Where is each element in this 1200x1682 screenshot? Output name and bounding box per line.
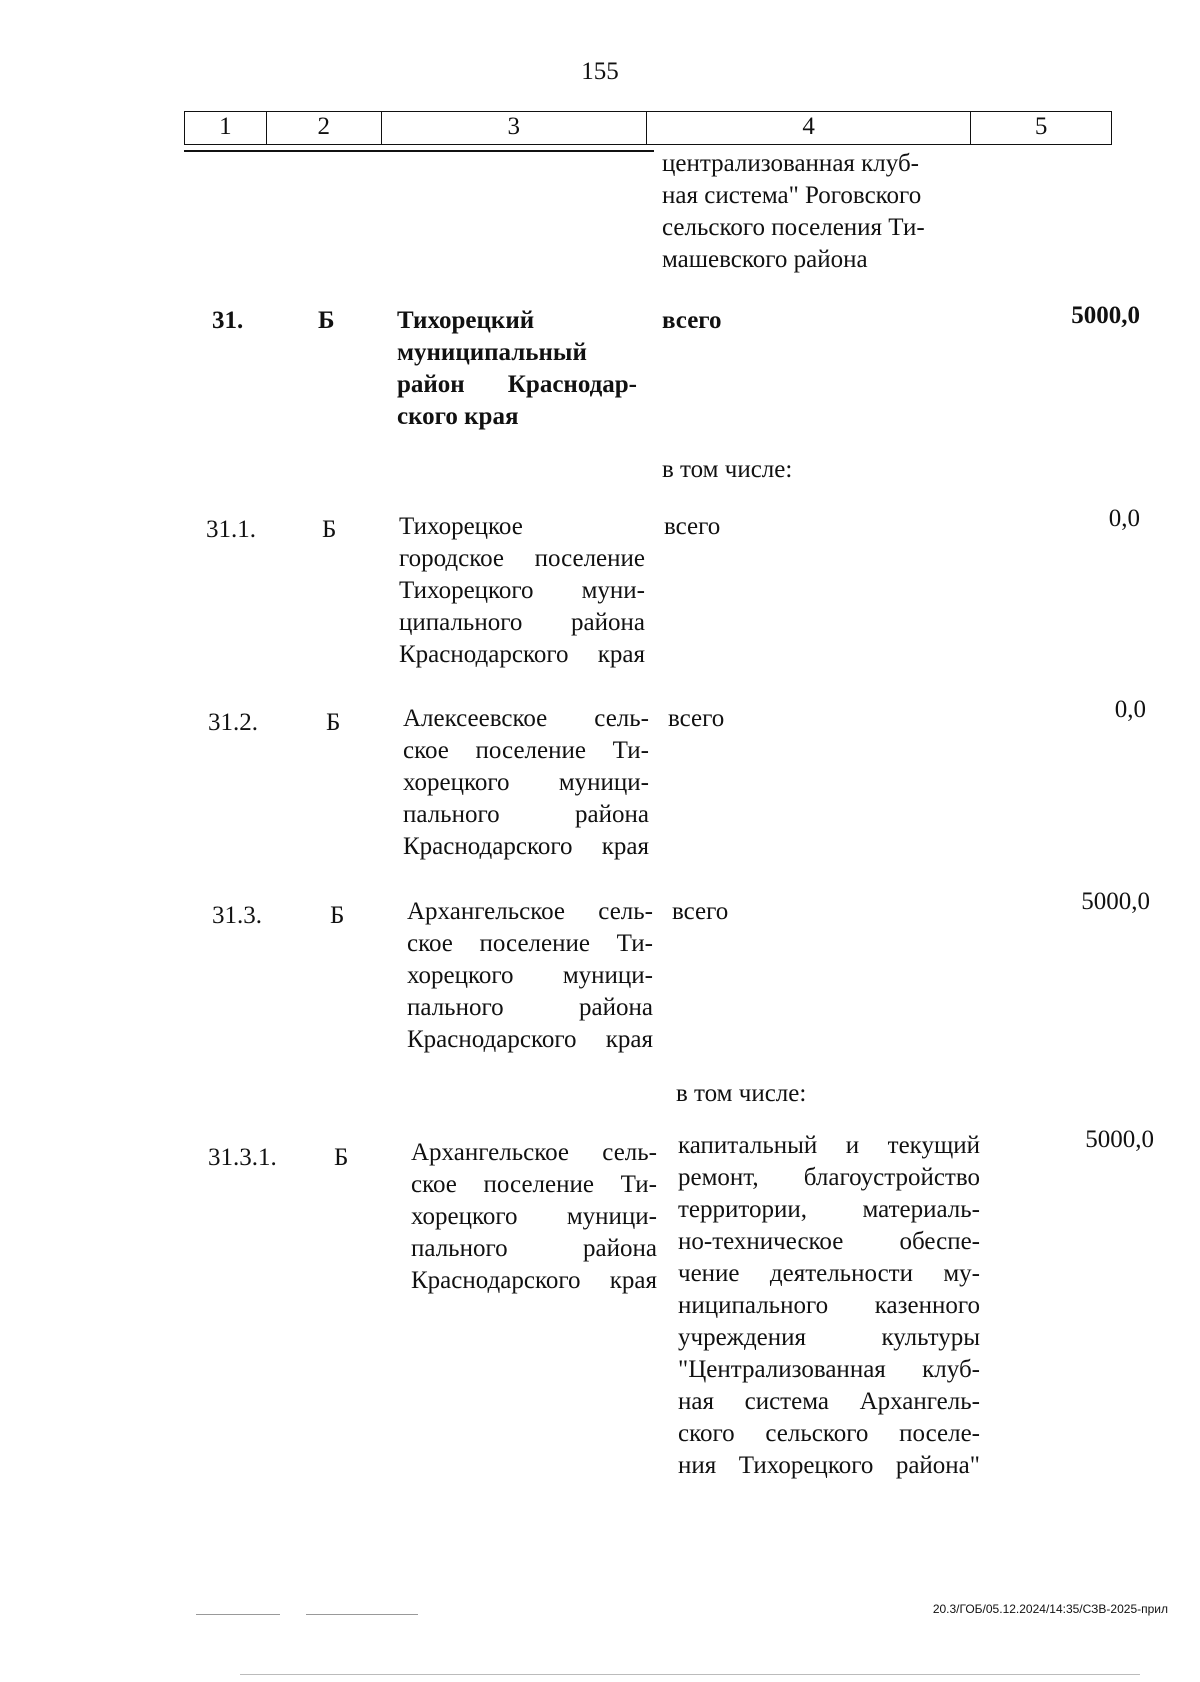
row-category: Б bbox=[318, 307, 335, 334]
row-number: 31.1. bbox=[206, 516, 256, 543]
row-purpose: всего bbox=[662, 307, 722, 334]
page-number: 155 bbox=[581, 58, 619, 85]
name-line: хорецкого муници- bbox=[411, 1203, 657, 1230]
name-line: пального района bbox=[407, 994, 653, 1021]
purpose-line: "Централизованная клуб- bbox=[678, 1356, 980, 1383]
including-note: в том числе: bbox=[676, 1080, 807, 1107]
purpose-line: чение деятельности му- bbox=[678, 1260, 980, 1287]
purpose-line: ремонт, благоустройство bbox=[678, 1164, 980, 1191]
name-line: хорецкого муници- bbox=[403, 769, 649, 796]
column-header-row bbox=[184, 111, 1112, 145]
name-line: ское поселение Ти- bbox=[411, 1171, 657, 1198]
purpose-line: территории, материаль- bbox=[678, 1196, 980, 1223]
row-name bbox=[411, 1137, 657, 1297]
row-name bbox=[407, 896, 653, 1056]
purpose-line: ния Тихорецкого района" bbox=[678, 1452, 980, 1479]
row-amount: 5000,0 bbox=[1085, 1126, 1154, 1153]
row-amount: 0,0 bbox=[1108, 505, 1140, 532]
header-underline bbox=[184, 150, 654, 152]
column-header-1: 1 bbox=[185, 112, 267, 144]
purpose-line: ского сельского поселе- bbox=[678, 1420, 980, 1447]
name-line: Краснодарского края bbox=[411, 1267, 657, 1294]
name-line: Тихорецкий bbox=[397, 307, 535, 334]
row-number: 31.3.1. bbox=[208, 1144, 277, 1171]
name-line: Краснодарского края bbox=[403, 833, 649, 860]
column-header-2: 2 bbox=[267, 112, 382, 144]
scan-mark bbox=[306, 1614, 418, 1615]
name-line: Архангельское сель- bbox=[407, 898, 653, 925]
name-line: Алексеевское сель- bbox=[403, 705, 649, 732]
purpose-line: ная система Архангель- bbox=[678, 1388, 980, 1415]
row-purpose bbox=[678, 1130, 980, 1482]
name-line: Архангельское сель- bbox=[411, 1139, 657, 1166]
row-category: Б bbox=[334, 1144, 349, 1171]
name-line: муниципальный bbox=[397, 339, 587, 366]
continuation-line: ная система" Роговского bbox=[662, 182, 922, 209]
row-name bbox=[403, 703, 649, 863]
column-header-4: 4 bbox=[647, 112, 971, 144]
name-line: ское поселение Ти- bbox=[407, 930, 653, 957]
purpose-line: но-техническое обеспе- bbox=[678, 1228, 980, 1255]
row-purpose: всего bbox=[664, 513, 721, 540]
name-line: пального района bbox=[403, 801, 649, 828]
continuation-text bbox=[662, 148, 964, 276]
name-line: район Краснодар- bbox=[397, 371, 637, 398]
row-number: 31. bbox=[212, 307, 244, 334]
name-line: Тихорецкое bbox=[399, 513, 523, 540]
name-line: хорецкого муници- bbox=[407, 962, 653, 989]
name-line: пального района bbox=[411, 1235, 657, 1262]
name-line: ского края bbox=[397, 403, 519, 430]
footer-stamp: 20.3/ГОБ/05.12.2024/14:35/СЗВ-2025-прил bbox=[932, 1602, 1168, 1616]
scan-mark bbox=[240, 1674, 1140, 1675]
including-note: в том числе: bbox=[662, 456, 793, 483]
purpose-line: учреждения культуры bbox=[678, 1324, 980, 1351]
row-category: Б bbox=[330, 902, 345, 929]
row-amount: 5000,0 bbox=[1071, 302, 1140, 329]
row-name bbox=[399, 511, 645, 671]
name-line: Краснодарского края bbox=[407, 1026, 653, 1053]
scan-mark bbox=[196, 1614, 280, 1615]
continuation-line: машевского района bbox=[662, 246, 868, 273]
name-line: Тихорецкого муни- bbox=[399, 577, 645, 604]
continuation-line: сельского поселения Ти- bbox=[662, 214, 925, 241]
row-purpose: всего bbox=[668, 705, 725, 732]
row-amount: 0,0 bbox=[1114, 696, 1146, 723]
row-purpose: всего bbox=[672, 898, 729, 925]
name-line: ципального района bbox=[399, 609, 645, 636]
continuation-line: централизованная клуб- bbox=[662, 150, 919, 177]
row-amount: 5000,0 bbox=[1081, 888, 1150, 915]
name-line: городское поселение bbox=[399, 545, 645, 572]
column-header-3: 3 bbox=[382, 112, 647, 144]
purpose-line: капитальный и текущий bbox=[678, 1132, 980, 1159]
column-header-5: 5 bbox=[1034, 113, 1048, 140]
row-category: Б bbox=[322, 516, 337, 543]
row-category: Б bbox=[326, 709, 341, 736]
name-line: Краснодарского края bbox=[399, 641, 645, 668]
row-number: 31.3. bbox=[212, 902, 262, 929]
row-name bbox=[397, 305, 637, 433]
purpose-line: ниципального казенного bbox=[678, 1292, 980, 1319]
row-number: 31.2. bbox=[208, 709, 258, 736]
name-line: ское поселение Ти- bbox=[403, 737, 649, 764]
